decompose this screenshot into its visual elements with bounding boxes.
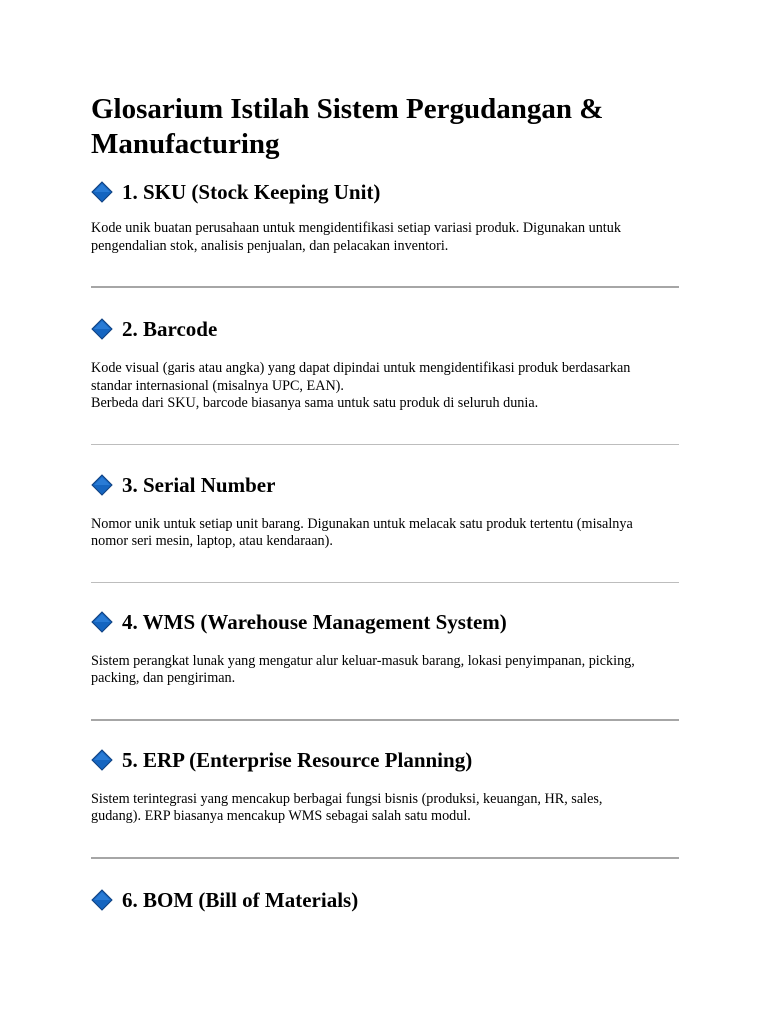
description-line: Nomor unik untuk setiap unit barang. Digunakan untuk melacak satu produk tertentu (misalnya (91, 515, 633, 532)
section-divider (91, 857, 679, 859)
blue-diamond-icon (91, 474, 113, 496)
description-line: nomor seri mesin, laptop, atau kendaraan). (91, 533, 333, 549)
description-line: Sistem perangkat lunak yang mengatur alur keluar-masuk barang, lokasi penyimpanan, picking, (91, 652, 635, 669)
page-title-line-1: Glosarium Istilah Sistem Pergudangan & (91, 93, 604, 125)
glossary-section-sku (91, 179, 679, 255)
description-line: Kode unik buatan perusahaan untuk mengidentifikasi setiap variasi produk. Digunakan untuk (91, 220, 621, 236)
blue-diamond-icon (91, 318, 113, 340)
section-description (91, 516, 679, 551)
section-heading (91, 472, 679, 498)
description-line: gudang). ERP biasanya mencakup WMS sebagai salah satu modul. (91, 808, 471, 824)
description-line: Berbeda dari SKU, barcode biasanya sama untuk satu produk di seluruh dunia. (91, 395, 539, 411)
description-line: packing, dan pengiriman. (91, 670, 236, 686)
section-heading-text: 1. SKU (Stock Keeping Unit) (122, 180, 381, 204)
glossary-section-wms (91, 609, 679, 688)
section-heading (91, 887, 679, 913)
section-divider (91, 582, 679, 583)
section-heading (91, 179, 679, 205)
section-heading-text: 6. BOM (Bill of Materials) (122, 887, 359, 912)
blue-diamond-icon (91, 611, 113, 633)
section-description (91, 360, 679, 413)
blue-diamond-icon (91, 749, 113, 771)
section-heading (91, 609, 679, 635)
section-heading-text: 2. Barcode (122, 317, 218, 341)
section-description (91, 791, 679, 826)
description-line: standar internasional (misalnya UPC, EAN). (91, 377, 344, 394)
section-heading-text: 3. Serial Number (122, 472, 276, 497)
glossary-section-bom (91, 887, 679, 913)
section-description (91, 653, 679, 688)
page-title-line-2: Manufacturing (91, 128, 280, 160)
description-line: Kode visual (garis atau angka) yang dapat dipindai untuk mengidentifikasi produk berdasarkan (91, 360, 631, 376)
description-line: Sistem terintegrasi yang mencakup berbagai fungsi bisnis (produksi, keuangan, HR, sales, (91, 790, 603, 807)
section-description (91, 220, 679, 255)
section-heading (91, 747, 679, 773)
section-divider (91, 286, 679, 288)
section-heading-text: 4. WMS (Warehouse Management System) (122, 609, 507, 634)
document-page (91, 92, 679, 913)
section-heading (91, 316, 679, 342)
glossary-section-erp (91, 747, 679, 826)
description-line: pengendalian stok, analisis penjualan, dan pelacakan inventori. (91, 237, 449, 254)
blue-diamond-icon (91, 181, 113, 203)
glossary-section-barcode (91, 316, 679, 413)
page-title (91, 92, 679, 162)
section-divider (91, 444, 679, 445)
glossary-section-serial-number (91, 472, 679, 551)
section-divider (91, 719, 679, 721)
blue-diamond-icon (91, 889, 113, 911)
section-heading-text: 5. ERP (Enterprise Resource Planning) (122, 747, 473, 772)
